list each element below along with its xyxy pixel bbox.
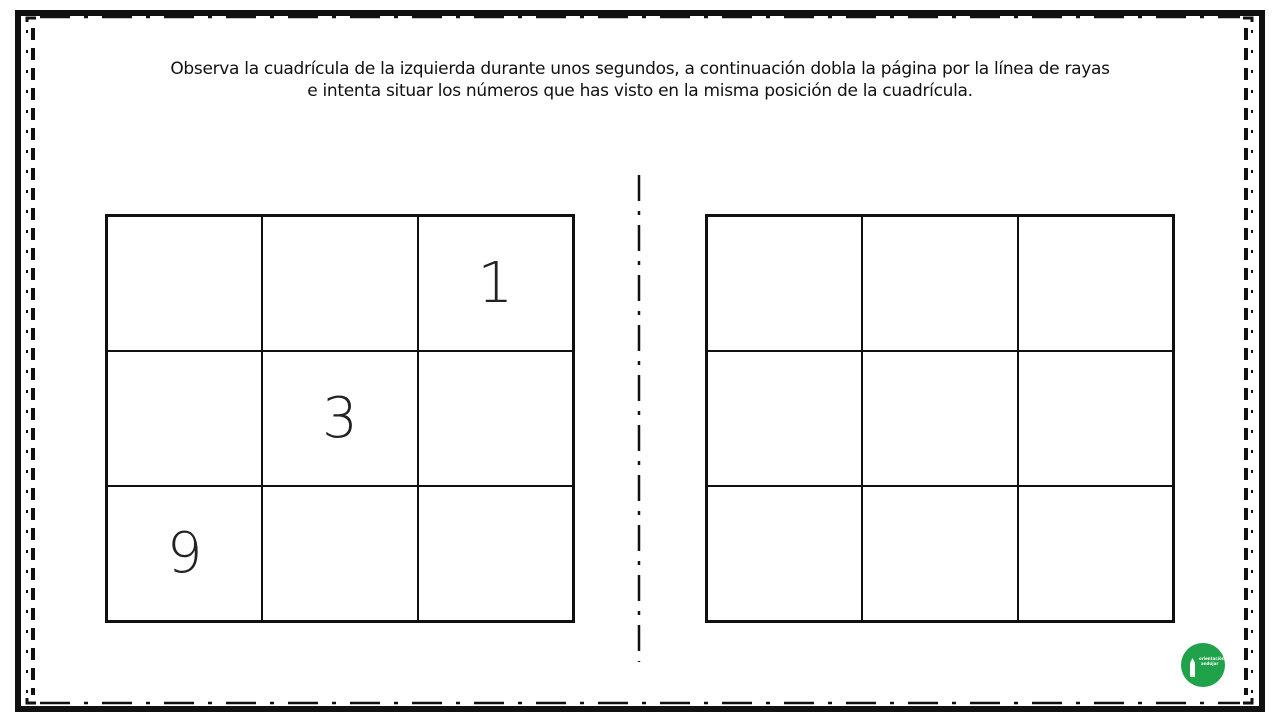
logo-line-1: orientación — [1199, 656, 1225, 661]
answer-cell[interactable] — [1018, 351, 1173, 486]
answer-cell[interactable] — [862, 351, 1017, 486]
answer-cell[interactable] — [707, 351, 862, 486]
answer-cell[interactable] — [862, 216, 1017, 351]
orientacion-andujar-logo — [1181, 643, 1225, 687]
instructions-line-2: e intenta situar los números que has visto en la misma posición de la cuadrícula. — [307, 81, 973, 101]
memory-cell: 3 — [262, 351, 417, 486]
memory-cell — [418, 351, 573, 486]
memory-cell: 1 — [418, 216, 573, 351]
memory-cell — [107, 216, 262, 351]
memory-cell — [262, 486, 417, 621]
instructions-text — [100, 58, 1180, 102]
answer-cell[interactable] — [707, 486, 862, 621]
answer-cell[interactable] — [1018, 216, 1173, 351]
fold-line — [637, 175, 641, 662]
instructions-line-1: Observa la cuadrícula de la izquierda durante unos segundos, a continuación dobla la página por la línea de rayas — [170, 59, 1110, 79]
memory-cell: 9 — [107, 486, 262, 621]
answer-cell[interactable] — [862, 486, 1017, 621]
logo-line-2: andújar — [1201, 661, 1219, 666]
answer-grid — [705, 214, 1175, 623]
memory-cell — [418, 486, 573, 621]
answer-cell[interactable] — [1018, 486, 1173, 621]
memory-cell — [107, 351, 262, 486]
answer-cell[interactable] — [707, 216, 862, 351]
memory-grid — [105, 214, 575, 623]
memory-cell — [262, 216, 417, 351]
logo-text — [1191, 656, 1225, 666]
